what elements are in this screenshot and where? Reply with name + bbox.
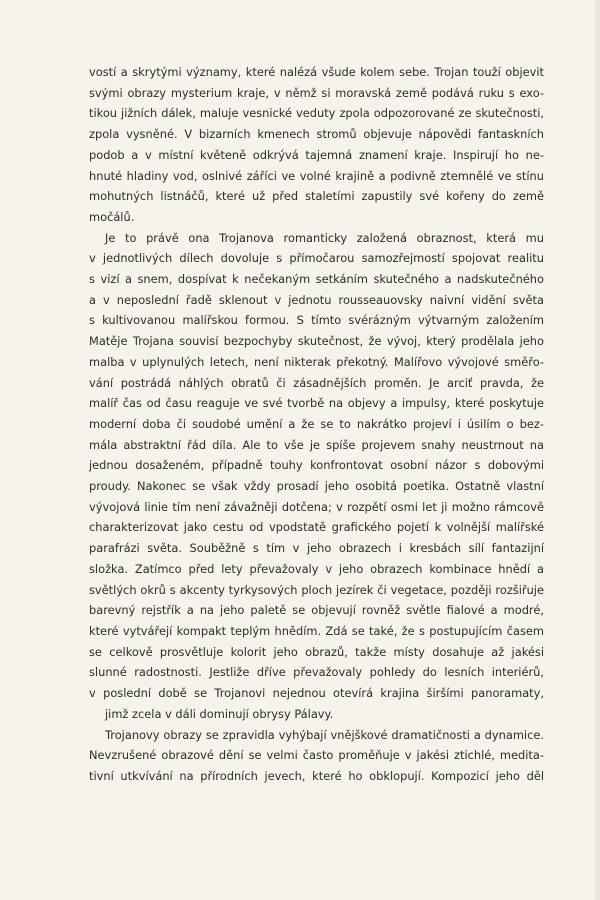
text-line: vání postrádá náhlých obratů či zásadnějších proměn. Je arciť pravda, že <box>89 375 544 390</box>
paragraph-1 <box>89 62 544 228</box>
text-line: Je to právě ona Trojanova romanticky založená obraznost, která mu <box>105 230 544 245</box>
text-line: tivní utkvívání na přírodních jevech, které ho obklopují. Kompozicí jeho děl <box>89 768 544 783</box>
text-line: Nevzrušené obrazové dění se velmi často proměňuje v jakési ztichlé, medita- <box>89 748 544 763</box>
text-line: jimž zcela v dáli dominují obrysy Pálavy. <box>105 706 334 721</box>
text-line: svými obrazy mysterium kraje, v němž si moravská země podává ruku s exo- <box>89 85 544 100</box>
text-line: v jednotlivých dílech dovoluje s přímočarou samozřejmostí spojovat realitu <box>89 251 544 266</box>
text-line: se celkově prosvětluje kolorit jeho obrazů, takže místy dosahuje až jakési <box>89 644 544 659</box>
text-line: Matěje Trojana souvisí bezpochyby skutečnost, že vývoj, který prodělala jeho <box>89 334 544 349</box>
page-edge <box>594 0 600 900</box>
paragraph-3 <box>89 725 544 787</box>
text-line: Trojanovy obrazy se zpravidla vyhýbají vnějškové dramatičnosti a dynamice. <box>105 727 544 742</box>
text-line: s vizí a snem, dospívat k nečekaným setkáním skutečného a nadskutečného <box>89 272 544 287</box>
text-line: které vytvářejí kompakt teplým hnědím. Zdá se také, že s postupujícím časem <box>89 623 544 638</box>
text-line: malíř čas od času reaguje ve své tvorbě na objevy a impulsy, které poskytuje <box>89 396 544 411</box>
text-line: zpola vysněné. V bizarních kmenech stromů objevuje nápovědi fantaskních <box>89 127 544 142</box>
text-line: a v neposlední řadě sklenout v jednotu rousseauovsky naivní vidění světa <box>89 292 544 307</box>
paragraph-2 <box>89 228 544 725</box>
text-line: hnuté hladiny vod, oslnivé záříci ve volné krajině a podivně ztemnělé ve stínu <box>89 168 544 183</box>
text-line: tikou jižních dálek, maluje vesnické veduty zpola odpozorované ze skutečnosti, <box>89 106 544 121</box>
text-line: parafrázi světa. Souběžně s tím v jeho obrazech i kresbách sílí fantazijní <box>89 541 544 556</box>
text-line: jednou dosaženém, případně touhy konfrontovat osobní názor s dobovými <box>89 458 544 473</box>
text-line: v poslední době se Trojanovi nejednou otevírá krajina širšími panoramaty, <box>89 686 544 701</box>
text-line: s kultivovanou malířskou formou. S tímto svérázným výtvarným založením <box>89 313 544 328</box>
text-line: močálů. <box>89 209 135 224</box>
text-line: vývojová linie tím není závažněji dotčena; v rozpětí osmi let ji možno rámcově <box>89 499 544 514</box>
text-line: proudy. Nakonec se však vždy prosadí jeho osobitá poetika. Ostatně vlastní <box>89 479 544 494</box>
text-line: barevný rejstřík a na jeho paletě se objevují rovněž světle fialové a modré, <box>89 603 544 618</box>
text-line: slunné radostnosti. Jestliže dříve převažovaly pohledy do lesních interiérů, <box>89 665 544 680</box>
text-line: moderní doba či soudobé umění a že se to nakrátko projeví i úsilím o bez- <box>89 416 544 431</box>
text-line: podob a v místní květeně odkrývá tajemná znamení kraje. Inspirují ho ne- <box>89 147 544 162</box>
text-line: malba v uplynulých letech, není nikterak překotný. Malířovo vývojové směřo- <box>89 354 544 369</box>
text-line: vostí a skrytými významy, které nalézá všude kolem sebe. Trojan touží objevit <box>89 65 544 79</box>
text-line: mohutných listnáčů, které už před staletími zapustily své kořeny do země <box>89 189 544 204</box>
body-text <box>89 62 544 787</box>
text-line: složka. Zatímco před lety převažovaly v jeho obrazech kombinace hnědí a <box>89 561 544 576</box>
text-line: světlých okrů s akcenty tyrkysových ploch jezírek či vegetace, později rozšiřuje <box>89 582 544 597</box>
text-line: málа abstraktní řád díla. Ale to vše je spíše projevem snahy neustrnout na <box>89 437 544 452</box>
text-line: charakterizovat jako cestu od vpodstatě grafického pojetí k volnější malířské <box>89 520 544 535</box>
